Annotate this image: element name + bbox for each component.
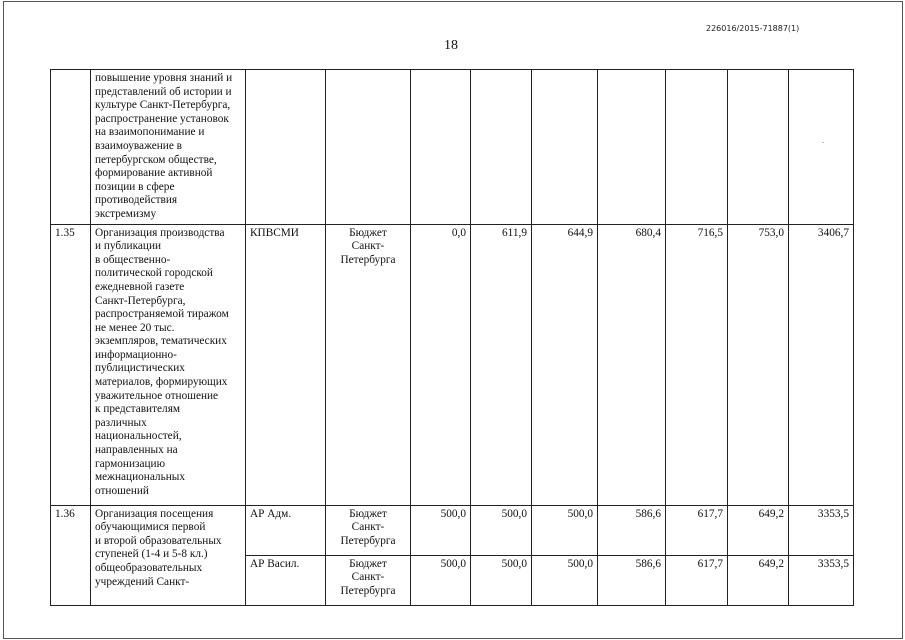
executor-cell: АР Васил. bbox=[246, 555, 326, 605]
value-cell: 586,6 bbox=[598, 555, 666, 605]
value-cell: 500,0 bbox=[411, 555, 471, 605]
total-cell: 3353,5 bbox=[789, 555, 854, 605]
value-cell: 586,6 bbox=[598, 505, 666, 555]
value-cell: 753,0 bbox=[728, 224, 789, 505]
value-cell: 680,4 bbox=[598, 224, 666, 505]
value-cell: 500,0 bbox=[532, 505, 598, 555]
value-cell: 500,0 bbox=[471, 555, 532, 605]
measure-description: повышение уровня знаний и представлений об истории и культуре Санкт-Петербурга, распространение установок на взаимопонимание и взаимоуважение в петербургском обществе, формирование активной позиции в сфере противодействия экстремизму bbox=[91, 70, 246, 225]
funding-source bbox=[326, 70, 411, 225]
table-row bbox=[51, 70, 854, 225]
value-cell: 500,0 bbox=[532, 555, 598, 605]
value-cell: 611,9 bbox=[471, 224, 532, 505]
value-cell: 716,5 bbox=[666, 224, 728, 505]
executor-cell: КПВСМИ bbox=[246, 224, 326, 505]
funding-source: Бюджет Санкт- Петербурга bbox=[326, 555, 411, 605]
row-number: 1.35 bbox=[51, 224, 91, 505]
value-cell: 649,2 bbox=[728, 555, 789, 605]
row-number: 1.36 bbox=[51, 505, 91, 605]
measure-description: Организация посещения обучающимися первой и второй образовательных ступеней (1-4 и 5-8 кл.) общеобразовательных учреждений Санкт- bbox=[91, 505, 246, 605]
measure-description: Организация производства и публикации в общественно- политической городской ежедневной газете Санкт-Петербурга, распространяемой тиражом не менее 20 тыс. экземпляров, тематических информационно- публицистических материалов, формирующих уважительное отношение к представителям различных национальностей, направленных на гармонизацию межнациональных отношений bbox=[91, 224, 246, 505]
executor-cell: АР Адм. bbox=[246, 505, 326, 555]
value-cell: 644,9 bbox=[532, 224, 598, 505]
value-cell bbox=[411, 70, 471, 225]
value-cell: 617,7 bbox=[666, 555, 728, 605]
total-cell: 3406,7 bbox=[789, 224, 854, 505]
total-cell: 3353,5 bbox=[789, 505, 854, 555]
page-number: 18 bbox=[444, 38, 458, 53]
funding-source: Бюджет Санкт- Петербурга bbox=[326, 505, 411, 555]
total-cell bbox=[789, 70, 854, 225]
value-cell bbox=[666, 70, 728, 225]
value-cell: 617,7 bbox=[666, 505, 728, 555]
table-row bbox=[51, 224, 854, 505]
value-cell bbox=[598, 70, 666, 225]
program-table bbox=[50, 69, 854, 606]
value-cell: 500,0 bbox=[471, 505, 532, 555]
value-cell bbox=[532, 70, 598, 225]
value-cell: 649,2 bbox=[728, 505, 789, 555]
value-cell bbox=[471, 70, 532, 225]
value-cell bbox=[728, 70, 789, 225]
value-cell: 0,0 bbox=[411, 224, 471, 505]
table-row bbox=[51, 505, 854, 555]
funding-source: Бюджет Санкт- Петербурга bbox=[326, 224, 411, 505]
value-cell: 500,0 bbox=[411, 505, 471, 555]
document-id: 226016/2015-71887(1) bbox=[706, 24, 800, 33]
executor-cell bbox=[246, 70, 326, 225]
row-number bbox=[51, 70, 91, 225]
